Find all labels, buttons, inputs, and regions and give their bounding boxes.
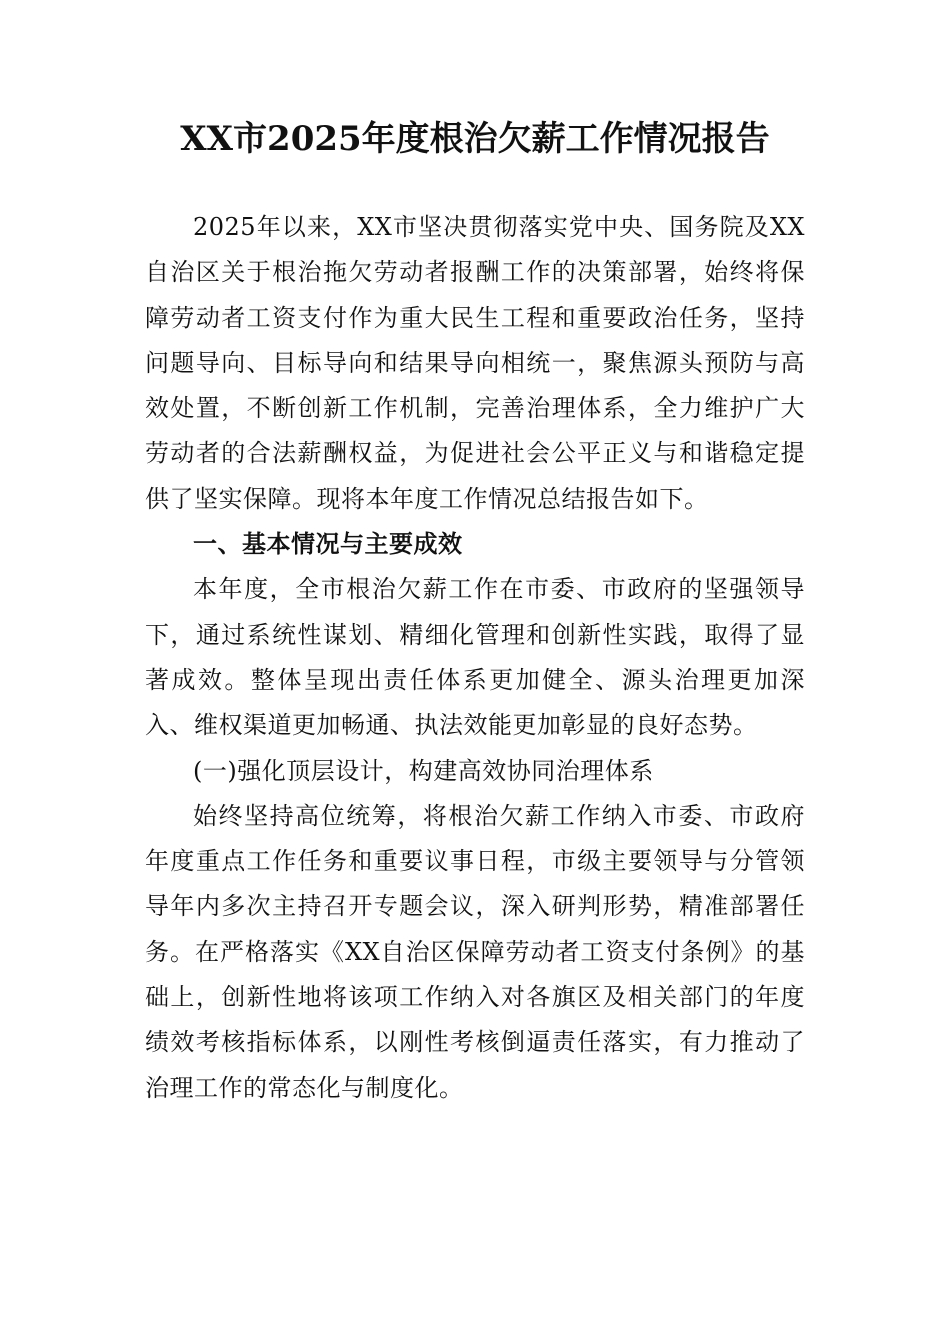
subsection-paragraph: 始终坚持高位统筹，将根治欠薪工作纳入市委、市政府年度重点工作任务和重要议事日程，市级主要领导与分管领导年内多次主持召开专题会议，深入研判形势，精准部署任务。在严格落实《XX自治区保障劳动者工资支付条例》的基础上，创新性地将该项工作纳入对各旗区及相关部门的年度绩效考核指标体系，以刚性考核倒逼责任落实，有力推动了治理工作的常态化与制度化。	[145, 801, 805, 1102]
subsection-heading: (一)强化顶层设计，构建高效协同治理体系	[193, 756, 654, 785]
document-body	[145, 205, 805, 1111]
document-title: XX市2025年度根治欠薪工作情况报告	[180, 119, 770, 159]
section-paragraph: 本年度，全市根治欠薪工作在市委、市政府的坚强领导下，通过系统性谋划、精细化管理和创新性实践，取得了显著成效。整体呈现出责任体系更加健全、源头治理更加深入、维权渠道更加畅通、执法效能更加彰显的良好态势。	[145, 575, 805, 740]
section-heading: 一、基本情况与主要成效	[193, 530, 463, 559]
intro-paragraph: 2025年以来，XX市坚决贯彻落实党中央、国务院及XX自治区关于根治拖欠劳动者报酬工作的决策部署，始终将保障劳动者工资支付作为重大民生工程和重要政治任务，坚持问题导向、目标导向和结果导向相统一，聚焦源头预防与高效处置，不断创新工作机制，完善治理体系，全力维护广大劳动者的合法薪酬权益，为促进社会公平正义与和谐稳定提供了坚实保障。现将本年度工作情况总结报告如下。	[145, 213, 805, 513]
